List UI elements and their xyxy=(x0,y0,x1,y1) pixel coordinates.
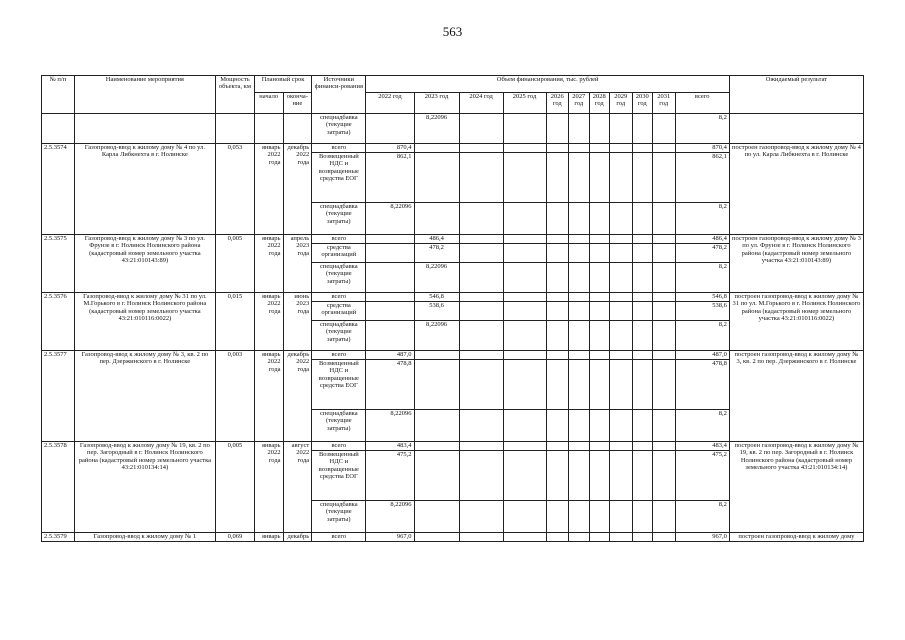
total-value: 475,2 xyxy=(675,451,729,501)
year-value xyxy=(569,293,589,302)
funding-source: средства организаций xyxy=(312,244,366,263)
capacity: 0,005 xyxy=(215,235,254,293)
year-value xyxy=(503,263,546,293)
year-value xyxy=(503,360,546,410)
year-value xyxy=(366,302,414,321)
year-value xyxy=(414,533,459,542)
expected-result: построен газопровод-ввод к жилому дому xyxy=(729,533,863,542)
year-value xyxy=(569,144,589,153)
year-value xyxy=(652,293,675,302)
funding-source: всего xyxy=(312,293,366,302)
total-value: 967,0 xyxy=(675,533,729,542)
end-date: декабрь xyxy=(283,533,312,542)
year-value xyxy=(652,321,675,351)
year-value xyxy=(569,203,589,235)
header-year: 2027 год xyxy=(569,93,589,114)
year-value xyxy=(569,235,589,244)
header-year: 2029 год xyxy=(610,93,633,114)
year-value xyxy=(569,263,589,293)
year-value xyxy=(414,351,459,360)
year-value xyxy=(652,114,675,144)
header-year: 2031 год xyxy=(652,93,675,114)
year-value xyxy=(589,501,609,533)
end-date: август 2022 года xyxy=(283,442,312,533)
year-value: 8,22096 xyxy=(414,114,459,144)
year-value xyxy=(652,203,675,235)
year-value xyxy=(503,533,546,542)
end-date: июнь 2023 года xyxy=(283,293,312,351)
year-value xyxy=(414,442,459,451)
year-value xyxy=(610,244,633,263)
year-value xyxy=(589,351,609,360)
expected-result: построен газопровод-ввод к жилому дому № 3 по ул. Фрунзе в г. Нолинск Нолинского района (кадастровый номер земельного участка 43:21:010143:89) xyxy=(729,235,863,293)
header-num: № п/п xyxy=(42,76,75,114)
year-value xyxy=(414,360,459,410)
row-number: 2.5.3579 xyxy=(42,533,75,542)
total-value: 862,1 xyxy=(675,153,729,203)
year-value xyxy=(632,114,652,144)
year-value xyxy=(546,410,569,442)
header-year: 2030 год xyxy=(632,93,652,114)
year-value: 862,1 xyxy=(366,153,414,203)
header-capacity: Мощность объекта, км xyxy=(215,76,254,114)
funding-source: Возмещенный НДС и возвращенные средства ЕОГ xyxy=(312,153,366,203)
row-number: 2.5.3577 xyxy=(42,351,75,442)
expected-result: построен газопровод-ввод к жилому дому № 31 по ул. М.Горького в г. Нолинск Нолинского района (кадастровый номер земельного участка 43:21:010116:0022) xyxy=(729,293,863,351)
year-value xyxy=(632,144,652,153)
year-value xyxy=(546,153,569,203)
year-value xyxy=(569,114,589,144)
year-value xyxy=(414,153,459,203)
year-value xyxy=(546,321,569,351)
year-value xyxy=(366,235,414,244)
year-value xyxy=(589,451,609,501)
year-value: 486,4 xyxy=(414,235,459,244)
year-value xyxy=(610,302,633,321)
year-value xyxy=(610,451,633,501)
year-value xyxy=(459,144,503,153)
year-value xyxy=(652,244,675,263)
total-value: 538,6 xyxy=(675,302,729,321)
header-year: 2028 год xyxy=(589,93,609,114)
year-value xyxy=(569,321,589,351)
header-funding: Объем финансирования, тыс. рублей xyxy=(366,76,729,93)
year-value xyxy=(632,451,652,501)
start-date: январь 2022 года xyxy=(254,351,283,442)
year-value xyxy=(610,442,633,451)
year-value xyxy=(632,302,652,321)
end-date: декабрь 2022 года xyxy=(283,144,312,235)
year-value xyxy=(652,153,675,203)
year-value xyxy=(546,501,569,533)
year-value xyxy=(503,153,546,203)
expected-result: построен газопровод-ввод к жилому дому № 19, кв. 2 по пер. Загородный в г. Нолинск Нолинского района (кадастровый номер земельного участка 43:21:010134:14) xyxy=(729,442,863,533)
year-value: 546,8 xyxy=(414,293,459,302)
year-value xyxy=(546,351,569,360)
year-value xyxy=(503,235,546,244)
year-value xyxy=(366,114,414,144)
activity-name: Газопровод-ввод к жилому дому № 3 по ул. Фрунзе в г. Нолинск Нолинского района (кадастровый номер земельного участка 43:21:010143:89) xyxy=(74,235,215,293)
year-value xyxy=(610,321,633,351)
year-value xyxy=(652,410,675,442)
header-result: Ожидаемый результат xyxy=(729,76,863,114)
row-number: 2.5.3575 xyxy=(42,235,75,293)
year-value xyxy=(546,451,569,501)
funding-table xyxy=(41,75,864,542)
year-value xyxy=(546,263,569,293)
year-value xyxy=(414,203,459,235)
year-value xyxy=(652,451,675,501)
year-value xyxy=(589,203,609,235)
funding-source: спецнадбавка (текущие затраты) xyxy=(312,114,366,144)
year-value xyxy=(610,360,633,410)
total-value: 8,2 xyxy=(675,410,729,442)
year-value xyxy=(503,302,546,321)
year-value xyxy=(632,410,652,442)
funding-source: спецнадбавка (текущие затраты) xyxy=(312,203,366,235)
year-value xyxy=(589,153,609,203)
year-value: 478,8 xyxy=(366,360,414,410)
year-value xyxy=(546,244,569,263)
header-start: начало xyxy=(254,93,283,114)
year-value xyxy=(459,153,503,203)
year-value xyxy=(652,360,675,410)
capacity: 0,069 xyxy=(215,533,254,542)
capacity xyxy=(215,114,254,144)
year-value xyxy=(632,153,652,203)
activity-name: Газопровод-ввод к жилому дому № 4 по ул. Карла Либкнехта в г. Нолинске xyxy=(74,144,215,235)
year-value xyxy=(546,203,569,235)
year-value xyxy=(546,293,569,302)
year-value xyxy=(632,244,652,263)
total-value: 870,4 xyxy=(675,144,729,153)
year-value: 478,2 xyxy=(414,244,459,263)
year-value xyxy=(503,293,546,302)
year-value xyxy=(459,244,503,263)
year-value xyxy=(610,293,633,302)
year-value: 8,22096 xyxy=(414,263,459,293)
funding-source: Возмещенный НДС и возвращенные средства ЕОГ xyxy=(312,451,366,501)
year-value xyxy=(610,263,633,293)
activity-name: Газопровод-ввод к жилому дому № 1 xyxy=(74,533,215,542)
funding-source: всего xyxy=(312,351,366,360)
year-value xyxy=(546,360,569,410)
year-value xyxy=(366,263,414,293)
year-value xyxy=(503,442,546,451)
capacity: 0,005 xyxy=(215,442,254,533)
year-value xyxy=(569,451,589,501)
year-value xyxy=(632,360,652,410)
year-value xyxy=(569,410,589,442)
year-value xyxy=(503,501,546,533)
funding-source: средства организаций xyxy=(312,302,366,321)
total-value: 487,0 xyxy=(675,351,729,360)
year-value xyxy=(459,203,503,235)
year-value xyxy=(459,263,503,293)
year-value xyxy=(610,114,633,144)
year-value xyxy=(589,442,609,451)
year-value xyxy=(503,351,546,360)
year-value xyxy=(610,235,633,244)
year-value xyxy=(459,321,503,351)
year-value xyxy=(589,235,609,244)
year-value xyxy=(610,501,633,533)
year-value xyxy=(589,293,609,302)
year-value xyxy=(569,153,589,203)
start-date: январь xyxy=(254,533,283,542)
year-value xyxy=(632,235,652,244)
year-value xyxy=(610,410,633,442)
year-value xyxy=(652,442,675,451)
year-value xyxy=(589,244,609,263)
year-value xyxy=(459,235,503,244)
header-end: оконча-ние xyxy=(283,93,312,114)
header-sources: Источники финанси-рования xyxy=(312,76,366,114)
year-value: 538,6 xyxy=(414,302,459,321)
year-value xyxy=(503,410,546,442)
year-value xyxy=(632,533,652,542)
end-date: апрель 2023 года xyxy=(283,235,312,293)
table-row xyxy=(42,144,864,153)
year-value: 487,0 xyxy=(366,351,414,360)
header-period: Плановый срок xyxy=(254,76,311,93)
year-value xyxy=(632,293,652,302)
activity-name: Газопровод-ввод к жилому дому № 31 по ул. М.Горького в г. Нолинск Нолинского района (кадастровый номер земельного участка 43:21:010116:0022) xyxy=(74,293,215,351)
year-value xyxy=(569,501,589,533)
year-value xyxy=(632,442,652,451)
table-row xyxy=(42,293,864,302)
year-value: 483,4 xyxy=(366,442,414,451)
year-value xyxy=(503,114,546,144)
year-value xyxy=(459,410,503,442)
header-total: всего xyxy=(675,93,729,114)
total-value: 486,4 xyxy=(675,235,729,244)
start-date: январь 2022 года xyxy=(254,144,283,235)
activity-name: Газопровод-ввод к жилому дому № 3, кв. 2 по пер. Дзержинского в г. Нолинске xyxy=(74,351,215,442)
header-name: Наименование мероприятия xyxy=(74,76,215,114)
year-value xyxy=(459,114,503,144)
year-value xyxy=(610,533,633,542)
year-value xyxy=(569,244,589,263)
funding-source: спецнадбавка (текущие затраты) xyxy=(312,501,366,533)
year-value xyxy=(632,321,652,351)
year-value xyxy=(652,533,675,542)
year-value xyxy=(546,144,569,153)
start-date xyxy=(254,114,283,144)
year-value xyxy=(652,263,675,293)
total-value: 8,2 xyxy=(675,203,729,235)
activity-name: Газопровод-ввод к жилому дому № 19, кв. 2 по пер. Загородный в г. Нолинск Нолинского района (кадастровый номер земельного участка 43:21:010134:14) xyxy=(74,442,215,533)
expected-result: построен газопровод-ввод к жилому дому № 4 по ул. Карла Либкнехта в г. Нолинске xyxy=(729,144,863,235)
start-date: январь 2022 года xyxy=(254,442,283,533)
total-value: 478,8 xyxy=(675,360,729,410)
year-value xyxy=(546,114,569,144)
year-value xyxy=(503,451,546,501)
funding-source: спецнадбавка (текущие затраты) xyxy=(312,263,366,293)
year-value xyxy=(652,501,675,533)
year-value xyxy=(652,302,675,321)
capacity: 0,015 xyxy=(215,293,254,351)
funding-source: Возмещенный НДС и возвращенные средства ЕОГ xyxy=(312,360,366,410)
year-value: 8,22096 xyxy=(366,501,414,533)
year-value xyxy=(414,410,459,442)
table-row xyxy=(42,351,864,360)
table-row xyxy=(42,442,864,451)
funding-source: всего xyxy=(312,533,366,542)
table-row xyxy=(42,114,864,144)
year-value xyxy=(503,144,546,153)
activity-name xyxy=(74,114,215,144)
year-value xyxy=(366,244,414,263)
year-value xyxy=(569,302,589,321)
page-number: 563 xyxy=(442,24,463,39)
end-date xyxy=(283,114,312,144)
header-year: 2023 год xyxy=(414,93,459,114)
year-value: 8,22096 xyxy=(366,410,414,442)
year-value xyxy=(589,360,609,410)
table-row xyxy=(42,235,864,244)
capacity: 0,003 xyxy=(215,351,254,442)
year-value: 870,4 xyxy=(366,144,414,153)
year-value xyxy=(546,533,569,542)
funding-source: всего xyxy=(312,442,366,451)
year-value xyxy=(569,360,589,410)
year-value xyxy=(589,410,609,442)
header-year: 2025 год xyxy=(503,93,546,114)
year-value xyxy=(589,321,609,351)
expected-result: построен газопровод-ввод к жилому дому № 3, кв. 2 по пер. Дзержинского в г. Нолинске xyxy=(729,351,863,442)
year-value xyxy=(503,244,546,263)
end-date: декабрь 2022 года xyxy=(283,351,312,442)
year-value xyxy=(632,501,652,533)
funding-source: спецнадбавка (текущие затраты) xyxy=(312,410,366,442)
year-value xyxy=(459,442,503,451)
year-value xyxy=(569,533,589,542)
capacity: 0,053 xyxy=(215,144,254,235)
year-value: 8,22096 xyxy=(366,203,414,235)
funding-source: всего xyxy=(312,235,366,244)
table-row xyxy=(42,533,864,542)
total-value: 478,2 xyxy=(675,244,729,263)
year-value xyxy=(652,235,675,244)
row-number: 2.5.3578 xyxy=(42,442,75,533)
total-value: 8,2 xyxy=(675,114,729,144)
year-value xyxy=(546,442,569,451)
year-value xyxy=(632,263,652,293)
year-value xyxy=(652,144,675,153)
year-value xyxy=(459,501,503,533)
year-value xyxy=(546,302,569,321)
year-value xyxy=(652,351,675,360)
year-value xyxy=(459,360,503,410)
year-value xyxy=(459,451,503,501)
year-value xyxy=(414,501,459,533)
year-value xyxy=(414,451,459,501)
year-value xyxy=(459,351,503,360)
year-value xyxy=(589,144,609,153)
header-year: 2022 год xyxy=(366,93,414,114)
row-number xyxy=(42,114,75,144)
year-value xyxy=(589,114,609,144)
year-value xyxy=(610,351,633,360)
total-value: 546,8 xyxy=(675,293,729,302)
year-value xyxy=(459,293,503,302)
expected-result xyxy=(729,114,863,144)
year-value xyxy=(503,203,546,235)
year-value: 475,2 xyxy=(366,451,414,501)
header-year: 2024 год xyxy=(459,93,503,114)
year-value xyxy=(366,293,414,302)
year-value xyxy=(503,321,546,351)
year-value xyxy=(546,235,569,244)
year-value xyxy=(589,533,609,542)
year-value: 8,22096 xyxy=(414,321,459,351)
row-number: 2.5.3576 xyxy=(42,293,75,351)
year-value xyxy=(569,442,589,451)
year-value xyxy=(589,302,609,321)
year-value xyxy=(610,153,633,203)
total-value: 8,2 xyxy=(675,263,729,293)
start-date: январь 2022 года xyxy=(254,235,283,293)
start-date: январь 2022 года xyxy=(254,293,283,351)
total-value: 8,2 xyxy=(675,321,729,351)
year-value xyxy=(589,263,609,293)
year-value xyxy=(610,203,633,235)
year-value: 967,0 xyxy=(366,533,414,542)
year-value xyxy=(569,351,589,360)
year-value xyxy=(414,144,459,153)
total-value: 483,4 xyxy=(675,442,729,451)
year-value xyxy=(366,321,414,351)
year-value xyxy=(459,302,503,321)
year-value xyxy=(632,351,652,360)
row-number: 2.5.3574 xyxy=(42,144,75,235)
funding-source: спецнадбавка (текущие затраты) xyxy=(312,321,366,351)
year-value xyxy=(610,144,633,153)
total-value: 8,2 xyxy=(675,501,729,533)
year-value xyxy=(459,533,503,542)
year-value xyxy=(632,203,652,235)
funding-source: всего xyxy=(312,144,366,153)
header-year: 2026 год xyxy=(546,93,569,114)
